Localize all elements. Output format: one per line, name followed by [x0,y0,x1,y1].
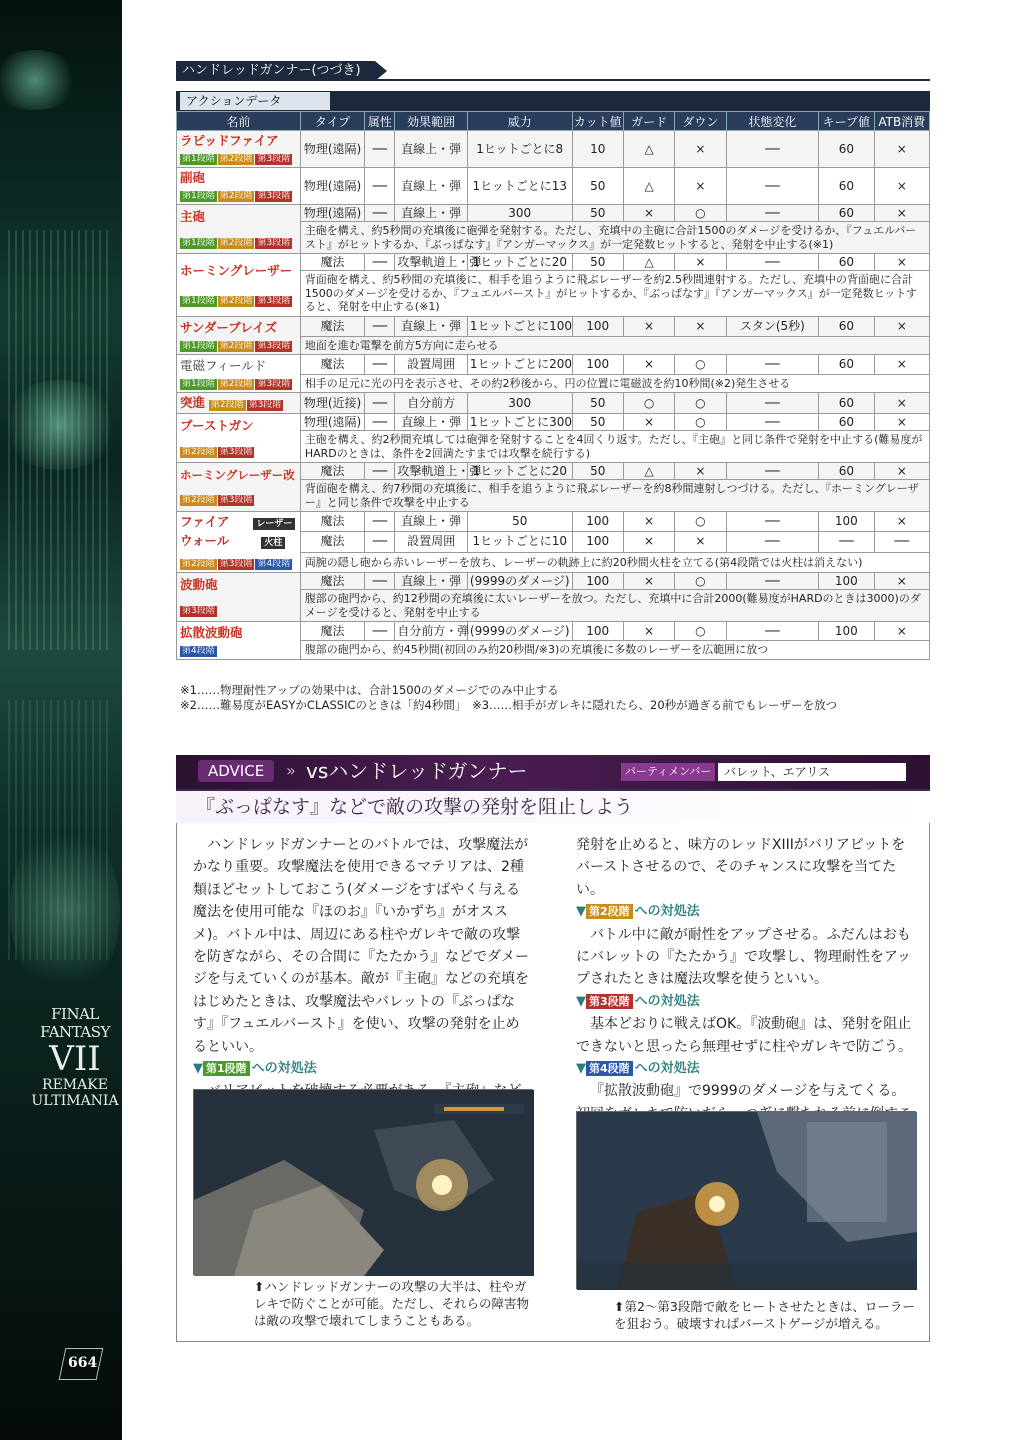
action-description: 主砲を構え、約5秒間の充填後に砲弾を発射する。ただし、充填中の主砲に合計1500のダメージを受けるか、『フュエルバースト』がヒットするか、『ぶっぱなす』『アンガーマックス』が一定発数ヒットすると、発射を中止する(※1) [300,222,929,254]
cell: 60 [819,414,874,431]
stage-badge: 第3段階 [219,559,253,569]
col-header: 状態変化 [726,112,819,131]
cell: 1ヒットごとに13 [467,168,572,205]
stage-badge: 第4段階 [182,645,215,656]
caption-left: ⬆ハンドレッドガンナーの攻撃の大半は、柱やガレキで防ぐことが可能。ただし、それらの障害物は敵の攻撃で壊れてしまうこともある。 [254,1279,530,1328]
stage-badge: 第2段階 [219,154,253,164]
stage-badge: 第2段階 [219,340,253,351]
stage-badge: 第1段階 [182,296,215,306]
cell: ── [726,414,819,431]
advice-paragraph: 『拡散波動砲』で9999のダメージを与えてくる。 [590,1083,906,1100]
stage-badge: 第3段階 [219,447,253,457]
cell: 1ヒットごとに200 [467,355,572,375]
cell: × [874,414,929,431]
advice-paragraph: ハンドレッドガンナーとのバトルでは、攻撃魔法がかなり重要。攻撃魔法を使用できるマテリアは、2種類ほどセットしておこう(ダメージをすばやく与える魔法を使用可能な『ほのお』『いかずち』がオススメ)。バトル中は、周辺にある柱やガレキで敵の攻撃を防ぎながら、その合間に『たたかう』などでダメージを与えていくのが基本。敵が『主砲』などの充填をはじめたときは、攻撃魔法やバレットの『ぶっぱなす』『フュエルバースト』を使い、攻撃の発射を止めるといい。 [193,837,529,1055]
cell: ○ [675,622,726,641]
cell: 設置周囲 [395,355,467,375]
cell: ── [365,131,395,168]
action-name-cell [177,205,301,254]
table-row [177,254,930,271]
action-name: 波動砲 [180,577,218,592]
advice-subtitle: 『ぶっぱなす』などで敵の攻撃の発射を阻止しよう [196,796,634,818]
cell: × [675,532,726,552]
cell: 1ヒットごとに8 [467,131,572,168]
action-name-cell [177,512,301,573]
action-name-cell [177,355,301,393]
cell: (9999のダメージ) [467,622,572,641]
page-number: 664 [68,1348,94,1378]
cell: ── [365,317,395,337]
table-row [177,317,930,337]
stage-badge: 第2段階 [210,400,244,410]
action-description: 両腕の隠し砲から赤いレーザーを放ち、レーザーの軌跡上に約20秒間火柱を立てる(第4段階では火柱は消えない) [300,552,929,572]
stage-badge: 第3段階 [586,994,633,1009]
cell: 50 [572,414,623,431]
cell: 50 [572,393,623,414]
stage-badge: 第1段階 [182,340,215,351]
cell: × [874,317,929,337]
cell: ── [726,205,819,222]
stage-heading [576,1058,916,1080]
action-name: ホーミングレーザー改 [180,468,295,482]
cell: ── [726,532,819,552]
action-description: 腹部の砲門から、約12秒間の充填後に太いレーザーを放つ。ただし、充填中に合計2000(難易度がHARDのときは3000)のダメージを受けると、発射を中止する [300,590,929,622]
cell: 100 [572,317,623,337]
cell: 魔法 [300,317,364,337]
action-data-header [176,91,930,111]
cell: × [874,622,929,641]
brand-line-1: FINAL FANTASY [40,1005,110,1041]
cell: ○ [623,393,674,414]
stage-badge: 第2段階 [219,378,253,389]
cell: ── [365,622,395,641]
action-name-cell [177,463,301,512]
action-name: 副砲 [180,170,206,185]
cell: 1ヒットごとに10 [467,532,572,552]
cell: ── [365,355,395,375]
cell: × [874,205,929,222]
action-name-part: ファイア [180,514,230,529]
screenshot-right [576,1111,916,1289]
stage-badge: 第2段階 [182,447,215,457]
cell: ── [819,532,874,552]
stage-badge: 第4段階 [257,559,291,569]
cell: 60 [819,254,874,271]
cell: 直線上・弾 [395,168,467,205]
cell: 物理(遠隔) [300,205,364,222]
col-header: タイプ [300,112,364,131]
stage-heading-suffix: への対処法 [634,1061,700,1077]
section-divider [176,79,930,81]
cell: × [874,463,929,480]
advice-arrow: » [286,761,296,780]
action-name-cell [177,168,301,205]
cell: × [675,463,726,480]
cell: 魔法 [300,622,364,641]
cell: × [675,131,726,168]
stage-badge: 第2段階 [182,495,215,505]
stage-heading [576,991,916,1013]
cell: 魔法 [300,573,364,590]
cell: 100 [572,532,623,552]
cell: ○ [675,355,726,375]
cell: 物理(遠隔) [300,131,364,168]
cell: ── [365,414,395,431]
cell: ── [365,254,395,271]
triangle-icon: ▼ [576,993,586,1009]
cell: 1ヒットごとに20 [467,463,572,480]
action-name: サンダーブレイズ [180,319,278,335]
action-name-cell [177,414,301,463]
advice-title: vsハンドレッドガンナー [306,759,528,783]
cell: × [675,254,726,271]
battle-scene-image [194,1090,534,1276]
action-name-line1 [180,514,297,530]
cell: △ [623,463,674,480]
cell: 魔法 [300,355,364,375]
table-row [177,131,930,168]
cell: × [623,573,674,590]
cell: 直線上・弾 [395,512,467,532]
footnotes [180,683,837,713]
action-description: 背面砲を構え、約7秒間の充填後に、相手を追うように飛ぶレーザーを約8秒間連射しつづける。ただし、『ホーミングレーザー』と同じ条件で攻撃を中止する [300,480,929,512]
cell: 100 [572,512,623,532]
table-row [177,168,930,205]
action-description: 腹部の砲門から、約45秒間(初回のみ約20秒間/※3)の充填後に多数のレーザーを広範囲に放つ [300,641,929,660]
cell: △ [623,168,674,205]
advice-subtitle-bar [176,789,930,823]
action-description: 背面砲を構え、約5秒間の充填後に、相手を追うように飛ぶレーザーを約2.5秒間連射する。ただし、充填中の背面砲に合計1500のダメージを受けるか、『フュエルバースト』がヒットするか、『ぶっぱなす』『アンガーマックス』が一定発数ヒットすると、発射を中止する(※1) [300,271,929,317]
col-header: カット値 [572,112,623,131]
cell: ── [726,168,819,205]
cell: (9999のダメージ) [467,573,572,590]
advice-paragraph: 発射を止めると、味方のレッドXIIIがバリアビットをバーストさせるので、そのチャンスに攻撃を当てたい。 [576,837,906,898]
cell: ○ [675,414,726,431]
stage-badge: 第3段階 [257,340,291,351]
action-name-cell [177,393,301,414]
stage-badge: 第1段階 [203,1061,250,1076]
stage-badge: 第3段階 [219,495,253,505]
table-row [177,393,930,414]
col-header: 名前 [177,112,301,131]
stage-heading [576,901,916,923]
cell: 魔法 [300,254,364,271]
advice-left-column [193,834,533,1125]
cell: 300 [467,205,572,222]
cell: 60 [819,205,874,222]
cell: 魔法 [300,512,364,532]
action-name: ラピッドファイア [180,133,279,148]
stage-heading-suffix: への対処法 [634,993,700,1009]
triangle-icon: ▼ [193,1061,203,1077]
cell: ○ [675,573,726,590]
col-header: 効果範囲 [395,112,467,131]
cell: 60 [819,168,874,205]
col-header: ダウン [675,112,726,131]
cell: 100 [819,512,874,532]
cell: 60 [819,393,874,414]
cell: 魔法 [300,532,364,552]
cell: ○ [675,205,726,222]
cell: 物理(近接) [300,393,364,414]
cell: 自分前方・弾 [395,622,467,641]
action-data-label: アクションデータ [180,92,330,110]
stage-badge: 第2段階 [219,238,253,248]
cell: 50 [572,463,623,480]
action-name-cell [177,622,301,660]
brand-line-4: ULTIMANIA [31,1093,119,1109]
cell: 100 [819,573,874,590]
cell: 物理(遠隔) [300,168,364,205]
cell: × [623,414,674,431]
action-name: 突進 [180,395,206,410]
advice-paragraph: バトル中に敵が耐性をアップさせる。ふだんはおもにバレットの『たたかう』で攻撃し、物理耐性をアップされたときは魔法攻撃を使うといい。 [576,926,911,988]
advice-tag: ADVICE [198,760,274,782]
cell: 物理(遠隔) [300,414,364,431]
action-name: 拡散波動砲 [180,624,243,640]
cell: ── [726,131,819,168]
cell: 100 [572,355,623,375]
cell: 60 [819,131,874,168]
cell: ○ [675,512,726,532]
advice-header [176,755,930,789]
action-name: ブーストガン [180,418,254,433]
col-header: ガード [623,112,674,131]
cell: △ [623,254,674,271]
cell: 60 [819,355,874,375]
cell: × [623,205,674,222]
table-row [177,205,930,222]
stage-heading-suffix: への対処法 [634,904,700,920]
cell: × [675,168,726,205]
cell: × [874,131,929,168]
brand-line-3: REMAKE [42,1077,108,1093]
table-row [177,414,930,431]
col-header: ATB消費 [874,112,929,131]
cell: ── [726,355,819,375]
action-table [176,111,930,660]
action-name: ホーミングレーザー [180,263,293,278]
cell: 直線上・弾 [395,573,467,590]
cell: × [675,317,726,337]
cell: 設置周囲 [395,532,467,552]
stage-badge: 第2段階 [182,559,215,569]
cell: 直線上・弾 [395,205,467,222]
caption-right: ⬆第2～第3段階で敵をヒートさせたときは、ローラーを狙おう。破壊すればバーストゲージが増える。 [614,1299,915,1331]
cell: 魔法 [300,463,364,480]
table-row [177,573,930,590]
cell: × [623,622,674,641]
action-description: 主砲を構え、約2秒間充填しては砲弾を発射することを4回くり返す。ただし、『主砲』と同じ条件で発射を中止する(難易度がHARDのときは、条件を2回満たすまでは攻撃を続行する) [300,431,929,463]
cell: ── [726,463,819,480]
cell: ── [365,205,395,222]
stage-badge: 第3段階 [257,154,291,164]
cell: × [874,355,929,375]
party-member-label: パーティメンバー [621,763,715,781]
sub-badge: 火柱 [261,537,285,549]
cell: ○ [675,393,726,414]
screenshot-left [193,1089,533,1275]
cell: ── [365,512,395,532]
stage-badge: 第4段階 [586,1061,633,1076]
cell: 直線上・弾 [395,414,467,431]
stage-badge: 第2段階 [219,296,253,306]
cell: 直線上・弾 [395,131,467,168]
cell: × [623,355,674,375]
action-name: 電磁フィールド [180,357,267,373]
footnote-2: ※2……難易度がEASYかCLASSICのときは「約4秒間」 ※3……相手がガレキに隠れたら、20秒が過ぎる前でもレーザーを放つ [180,698,838,712]
action-name-cell [177,573,301,622]
table-row [177,622,930,641]
cell: ── [874,532,929,552]
cell: 50 [572,168,623,205]
cell: 10 [572,131,623,168]
cell: ── [365,573,395,590]
cell: ── [726,512,819,532]
cell: ── [726,622,819,641]
brand-line-2: VII [49,1039,101,1079]
cell: × [623,512,674,532]
cell: 50 [467,512,572,532]
cell: × [874,254,929,271]
cell: × [874,168,929,205]
cell: ── [726,254,819,271]
cell: 60 [819,317,874,337]
table-header-row [177,112,930,131]
stage-badge: 第3段階 [257,378,291,389]
action-description: 相手の足元に光の円を表示させ、その約2秒後から、円の位置に電磁波を約10秒間(※2)発生させる [300,375,929,393]
stage-heading-suffix: への対処法 [251,1061,317,1077]
action-description: 地面を進む電撃を前方5方向に走らせる [300,337,929,355]
sidebar-art [0,0,122,1440]
cell: △ [623,131,674,168]
stage-badge: 第3段階 [257,191,291,201]
cell: × [874,573,929,590]
col-header: 威力 [467,112,572,131]
cell: ── [365,463,395,480]
cell: 自分前方 [395,393,467,414]
action-name-part: ウォール [180,533,230,548]
sub-badge: レーザー [253,518,295,530]
cell: 直線上・弾 [395,317,467,337]
cell: × [623,532,674,552]
cell: × [874,512,929,532]
col-header: キープ値 [819,112,874,131]
stage-badge: 第1段階 [182,378,215,389]
cell: 1ヒットごとに300 [467,414,572,431]
cell: 100 [572,573,623,590]
stage-heading [193,1058,533,1080]
cell: 50 [572,254,623,271]
stage-badge: 第3段階 [182,606,215,616]
action-name-cell [177,317,301,355]
cell: 300 [467,393,572,414]
stage-badge: 第1段階 [182,154,215,164]
col-header: 属性 [365,112,395,131]
advice-paragraph: 基本どおりに戦えばOK。『波動砲』は、発射を阻止できないと思ったら無理せずに柱やガレキで防ごう。 [576,1016,912,1055]
table-row [177,463,930,480]
triangle-icon: ▼ [576,904,586,920]
cell: 100 [572,622,623,641]
action-name-line2 [180,533,297,549]
cell: 100 [819,622,874,641]
cell: ── [365,168,395,205]
party-member-value: バレット、エアリス [718,763,906,781]
cell: 1ヒットごとに20 [467,254,572,271]
stage-badge: 第3段階 [248,400,282,410]
stage-badge: 第2段階 [586,904,633,919]
cell: 1ヒットごとに100 [467,317,572,337]
battle-scene-image [577,1112,917,1290]
stage-badge: 第2段階 [219,191,253,201]
cell: 攻撃軌道上・弾 [395,463,467,480]
table-row [177,512,930,532]
cell: ── [726,393,819,414]
cell: 50 [572,205,623,222]
footnote-1: ※1……物理耐性アップの効果中は、合計1500のダメージでのみ中止する [180,683,559,697]
stage-badge: 第1段階 [182,238,215,248]
cell: ── [365,532,395,552]
section-title: ハンドレッドガンナー(つづき) [176,61,375,81]
stage-badge: 第3段階 [257,296,291,306]
action-name-cell [177,254,301,317]
advice-right-column [576,834,916,1148]
table-row [177,355,930,375]
action-name-cell [177,131,301,168]
cell: 攻撃軌道上・弾 [395,254,467,271]
cell: ── [365,393,395,414]
cell: ── [726,573,819,590]
triangle-icon: ▼ [576,1061,586,1077]
cell: × [874,393,929,414]
cell: 60 [819,463,874,480]
action-name: 主砲 [180,209,206,224]
stage-badge: 第1段階 [182,191,215,201]
cell: スタン(5秒) [726,317,819,337]
stage-badge: 第3段階 [257,238,291,248]
brand-logo [30,1005,120,1109]
cell: × [623,317,674,337]
